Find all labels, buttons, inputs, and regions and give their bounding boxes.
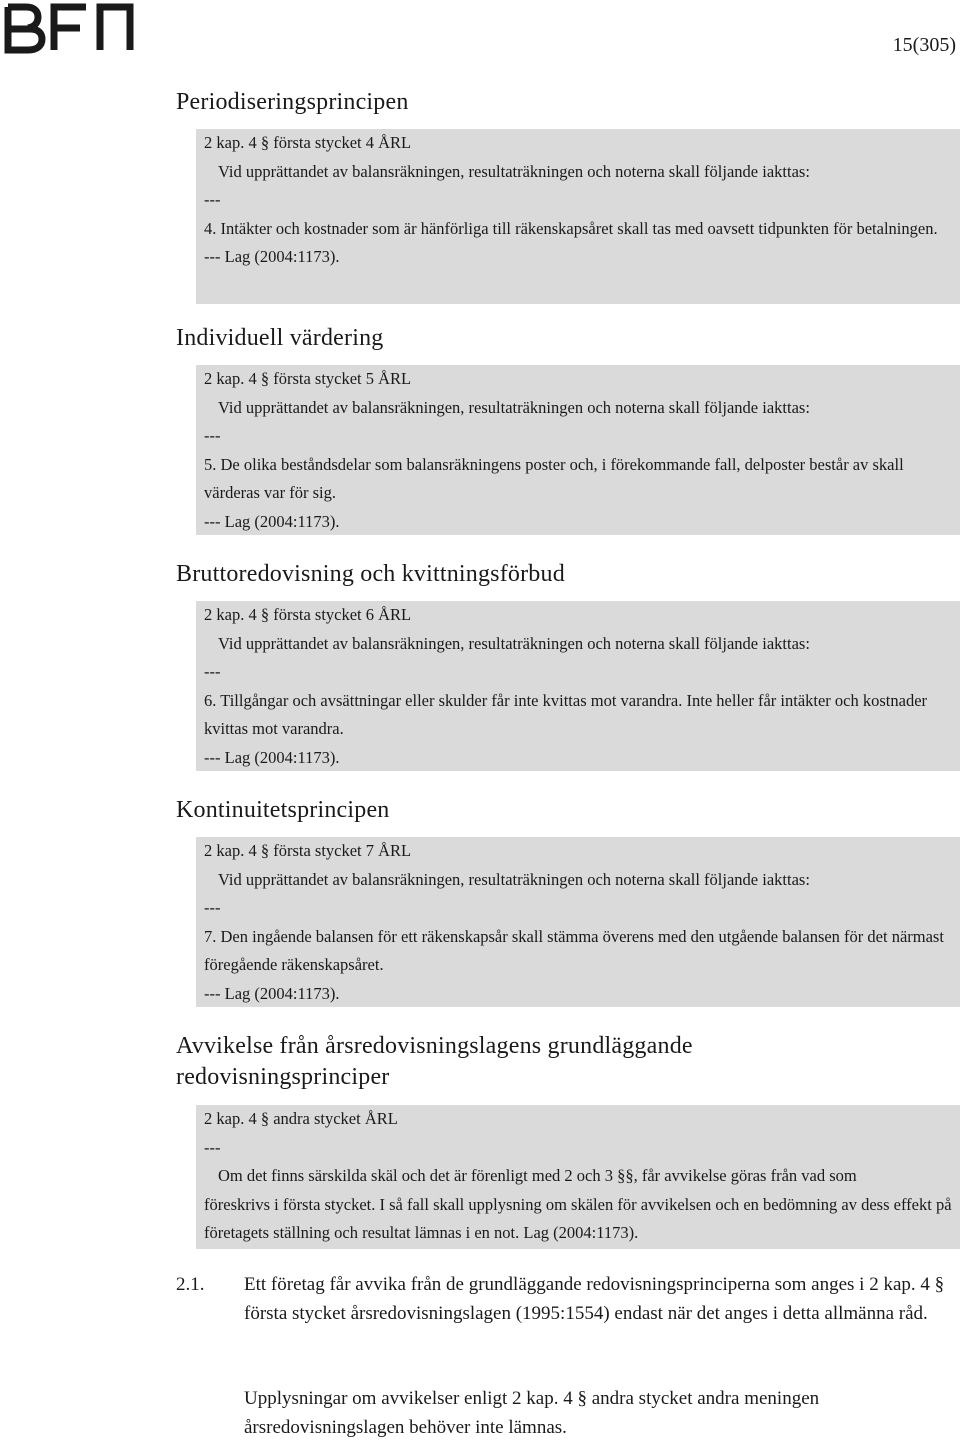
law-reference: 2 kap. 4 § första stycket 5 ÅRL (204, 369, 412, 388)
law-text: 6. Tillgångar och avsättningar eller skulder får inte kvittas mot varandra. Inte heller får intäkter och kostnader kvittas mot varandra. (204, 690, 928, 738)
law-quote-box (196, 129, 960, 304)
law-reference: 2 kap. 4 § första stycket 6 ÅRL (204, 605, 412, 624)
law-text: 7. Den ingående balansen för ett räkenskapsår skall stämma överens med den utgående balansen för det närmast föregående räkenskapsåret. (204, 926, 944, 974)
advice-note: Upplysningar om avvikelser enligt 2 kap. 4 § andra stycket andra meningen årsredovisningslagen behöver inte lämnas. (244, 1388, 820, 1438)
section-heading-line: Avvikelse från årsredovisningslagens grundläggande (176, 1033, 693, 1059)
law-quote-box (196, 365, 960, 535)
law-text: 5. De olika beståndsdelar som balansräkningens poster och, i förekommande fall, delposter består av skall värderas var för sig. (204, 454, 904, 502)
law-reference: 2 kap. 4 § första stycket 7 ÅRL (204, 841, 412, 860)
bfn-logo (2, 2, 138, 54)
section-heading-line: redovisningsprinciper (176, 1064, 390, 1090)
omission-mark: --- (204, 898, 221, 917)
law-intro: Vid upprättandet av balansräkningen, resultaträkningen och noterna skall följande iakttas: (218, 397, 810, 417)
law-text: föreskrivs i första stycket. I så fall skall upplysning om skälen för avvikelsen och en bedömning av dess effekt på företagets ställning och resultat lämnas i en not. Lag (2004:1173). (204, 1194, 952, 1242)
law-amendment: --- Lag (2004:1173). (204, 747, 340, 767)
law-text: 4. Intäkter och kostnader som är hänförliga till räkenskapsåret skall tas med oavsett tidpunkten för betalningen. (204, 218, 938, 238)
law-intro: Vid upprättandet av balansräkningen, resultaträkningen och noterna skall följande iakttas: (218, 869, 810, 889)
omission-mark: --- (204, 1137, 221, 1157)
omission-mark: --- (204, 426, 221, 445)
law-amendment: --- Lag (2004:1173). (204, 983, 340, 1003)
section-heading (176, 1031, 693, 1093)
section-heading: Bruttoredovisning och kvittningsförbud (176, 561, 565, 587)
law-amendment: --- Lag (2004:1173). (204, 511, 340, 531)
law-intro: Vid upprättandet av balansräkningen, resultaträkningen och noterna skall följande iakttas: (218, 633, 810, 653)
section-heading: Kontinuitetsprincipen (176, 797, 390, 823)
law-text-first-line: Om det finns särskilda skäl och det är förenligt med 2 och 3 §§, får avvikelse göras från vad som (218, 1166, 857, 1185)
advice-text: Ett företag får avvika från de grundläggande redovisningsprinciperna som anges i 2 kap. 4 § första stycket årsredovisningslagen (1995:1554) endast när det anges i detta allmänna råd. (244, 1274, 945, 1324)
omission-mark: --- (204, 662, 221, 681)
law-amendment: --- Lag (2004:1173). (204, 247, 340, 266)
law-intro: Vid upprättandet av balansräkningen, resultaträkningen och noterna skall följande iakttas: (218, 161, 810, 181)
section-heading: Individuell värdering (176, 325, 384, 351)
law-reference: 2 kap. 4 § första stycket 4 ÅRL (204, 133, 412, 152)
page-number: 15(305) (892, 34, 956, 56)
section-heading: Periodiseringsprincipen (176, 89, 409, 115)
advice-number: 2.1. (176, 1274, 205, 1295)
law-quote-box (196, 1105, 960, 1249)
law-quote-box (196, 837, 960, 1007)
omission-mark: --- (204, 190, 221, 209)
law-reference: 2 kap. 4 § andra stycket ÅRL (204, 1109, 398, 1128)
law-quote-box (196, 601, 960, 771)
